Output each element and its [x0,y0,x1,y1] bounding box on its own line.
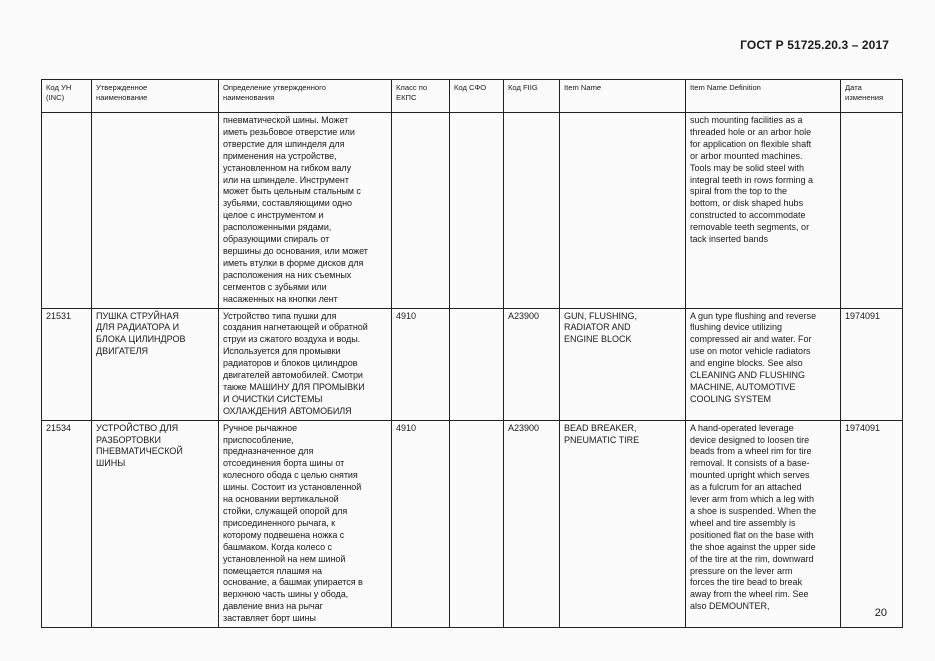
cell-inc: 21531 [42,308,92,420]
header-approved-name: Утвержденное наименование [92,80,219,113]
cell-sfo-code [450,113,504,309]
cell-item-name: BEAD BREAKER, PNEUMATIC TIRE [560,420,686,627]
cell-change-date: 1974091 [841,420,903,627]
cell-approved-name: ПУШКА СТРУЙНАЯ ДЛЯ РАДИАТОРА И БЛОКА ЦИЛИНДРОВ ДВИГАТЕЛЯ [92,308,219,420]
cell-fiig-code: A23900 [504,308,560,420]
table-row [42,420,903,627]
cell-change-date: 1974091 [841,308,903,420]
header-change-date: Дата изменения [841,80,903,113]
cell-fiig-code [504,113,560,309]
catalog-table [41,79,903,628]
cell-definition-en: such mounting facilities as a threaded hole or an arbor hole for application on flexible shaft or arbor mounted machines. Tools may be solid steel with integral teeth in rows forming a spiral from the top to the bottom, or disk shaped hubs constructed to accommodate removable teeth segments, or tack inserted bands [686,113,841,309]
table-row [42,308,903,420]
header-item-name: Item Name [560,80,686,113]
cell-approved-name [92,113,219,309]
header-inc: Код УН (INC) [42,80,92,113]
cell-fiig-code: A23900 [504,420,560,627]
cell-ekps-class [392,113,450,309]
table-row [42,113,903,309]
header-ekps-class: Класс по ЕКПС [392,80,450,113]
cell-inc: 21534 [42,420,92,627]
cell-ekps-class: 4910 [392,420,450,627]
cell-approved-name: УСТРОЙСТВО ДЛЯ РАЗБОРТОВКИ ПНЕВМАТИЧЕСКОЙ ШИНЫ [92,420,219,627]
cell-definition-en: A gun type flushing and reverse flushing device utilizing compressed air and water. For use on motor vehicle radiators and engine blocks. See also CLEANING AND FLUSHING MACHINE, AUTOMOTIVE COOLING SYSTEM [686,308,841,420]
document-code: ГОСТ Р 51725.20.3 – 2017 [740,38,889,52]
page-number: 20 [874,607,887,619]
cell-sfo-code [450,420,504,627]
cell-item-name: GUN, FLUSHING, RADIATOR AND ENGINE BLOCK [560,308,686,420]
header-sfo-code: Код СФО [450,80,504,113]
cell-ekps-class: 4910 [392,308,450,420]
header-row [42,80,903,113]
header-item-name-definition: Item Name Definition [686,80,841,113]
header-fiig-code: Код FIIG [504,80,560,113]
cell-item-name [560,113,686,309]
cell-sfo-code [450,308,504,420]
cell-definition-en: A hand-operated leverage device designed to loosen tire beads from a wheel rim for tire removal. It consists of a base- mounted upright which serves as a fulcrum for an attached lever arm from which a leg with a shoe is suspended. When the wheel and tire assembly is positioned flat on the base with the shoe against the upper side of the tire at the rim, downward pressure on the lever arm forces the tire bead to break away from the wheel rim. See also DEMOUNTER, [686,420,841,627]
cell-change-date [841,113,903,309]
cell-definition-ru: Ручное рычажное приспособление, предназначенное для отсоединения борта шины от колесного обода с целью снятия шины. Состоит из установленной на основании вертикальной стойки, служащей опорой для присоединенного рычага, к которому подвешена ножка с башмаком. Когда колесо с установленной на нем шиной помещается плашмя на основание, а башмак упирается в верхнюю часть шины у обода, давление вниз на рычаг заставляет борт шины [219,420,392,627]
cell-inc [42,113,92,309]
cell-definition-ru: Устройство типа пушки для создания нагнетающей и обратной струи из сжатого воздуха и воды. Используется для промывки радиаторов и блоков цилиндров двигателей автомобилей. Смотри также МАШИНУ ДЛЯ ПРОМЫВКИ И ОЧИСТКИ СИСТЕМЫ ОХЛАЖДЕНИЯ АВТОМОБИЛЯ [219,308,392,420]
cell-definition-ru: пневматической шины. Может иметь резьбовое отверстие или отверстие для шпинделя для применения на устройстве, установленном на гибком валу или на шпинделе. Инструмент может быть цельным стальным с зубьями, составляющими одно целое с инструментом и расположенными рядами, образующими спираль от вершины до основания, или может иметь втулки в форме дисков для расположения на них съемных сегментов с зубьями или насаженных на кнопки лент [219,113,392,309]
header-definition: Определение утвержденного наименования [219,80,392,113]
